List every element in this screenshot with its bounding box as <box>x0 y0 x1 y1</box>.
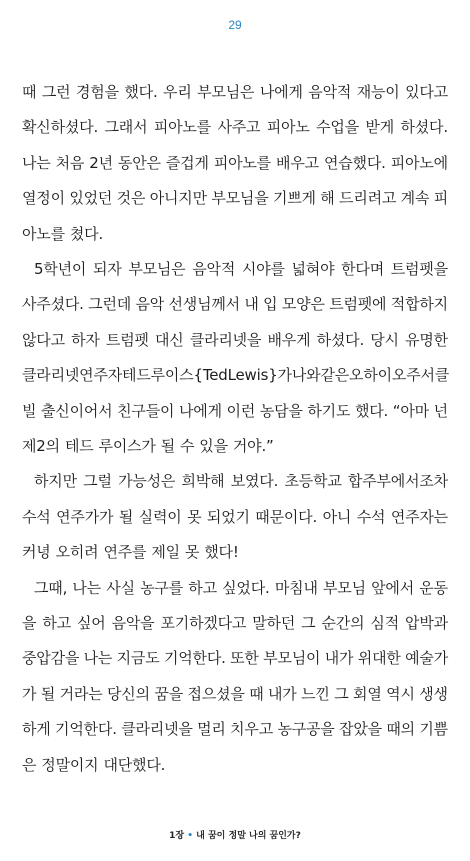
text-line: 빌 출신이어서 친구들이 나에게 이런 농담을 하기도 했다. “아마 넌 <box>22 401 448 420</box>
footer-separator: • <box>187 831 194 841</box>
footer-title: 내 꿈이 정말 나의 꿈인가? <box>196 831 301 841</box>
text-line: 클라리넷 연주자 테드 루이스{Ted Lewis}가 나와 같은 오하이오 주 서클 <box>22 366 450 385</box>
text-line: 않다고 하자 트럼펫 대신 클라리넷을 배우게 하셨다. 당시 유명한 <box>22 330 448 349</box>
text-line: 그때, 나는 사실 농구를 하고 싶었다. 마침내 부모님 앞에서 운동 <box>34 578 448 597</box>
text-line: 열정이 있었던 것은 아니지만 부모님을 기쁘게 해 드리려고 계속 피 <box>22 189 448 208</box>
running-footer <box>0 828 470 841</box>
text-line: 아노를 쳤다. <box>22 224 104 243</box>
text-line: 5학년이 되자 부모님은 음악적 시야를 넓혀야 한다며 트럼펫을 <box>34 260 448 278</box>
text-line: 중압감을 나는 지금도 기억한다. 또한 부모님이 내가 위대한 예술가 <box>22 649 448 668</box>
text-line: 을 하고 싶어 음악을 포기하겠다고 말하던 그 순간의 심적 압박과 <box>22 614 448 632</box>
text-line: 나는 처음 2년 동안은 즐겁게 피아노를 배우고 연습했다. 피아노에 <box>22 153 448 172</box>
text-line: 커녕 오히려 연주를 제일 못 했다! <box>22 543 239 562</box>
text-line: 사주셨다. 그런데 음악 선생님께서 내 입 모양은 트럼펫에 적합하지 <box>22 295 448 314</box>
text-line: 하게 기억한다. 클라리넷을 멀리 치우고 농구공을 잡았을 때의 기쁨 <box>22 720 448 739</box>
page-number: 29 <box>228 18 242 32</box>
text-line: 때 그런 경험을 했다. 우리 부모님은 나에게 음악적 재능이 있다고 <box>22 83 448 101</box>
footer-chapter: 1장 <box>169 831 185 841</box>
text-line: 하지만 그럴 가능성은 희박해 보였다. 초등학교 합주부에서조차 <box>34 472 448 491</box>
text-line: 은 정말이지 대단했다. <box>22 755 166 774</box>
text-line: 가 될 거라는 당신의 꿈을 접으셨을 때 내가 느낀 그 회열 역시 생생 <box>22 684 448 703</box>
text-line: 제2의 테드 루이스가 될 수 있을 거야.” <box>22 437 274 455</box>
text-line: 수석 연주가가 될 실력이 못 되었기 때문이다. 아니 수석 연주자는 <box>22 507 448 526</box>
text-line: 확신하셨다. 그래서 피아노를 사주고 피아노 수업을 받게 하셨다. <box>22 118 448 137</box>
